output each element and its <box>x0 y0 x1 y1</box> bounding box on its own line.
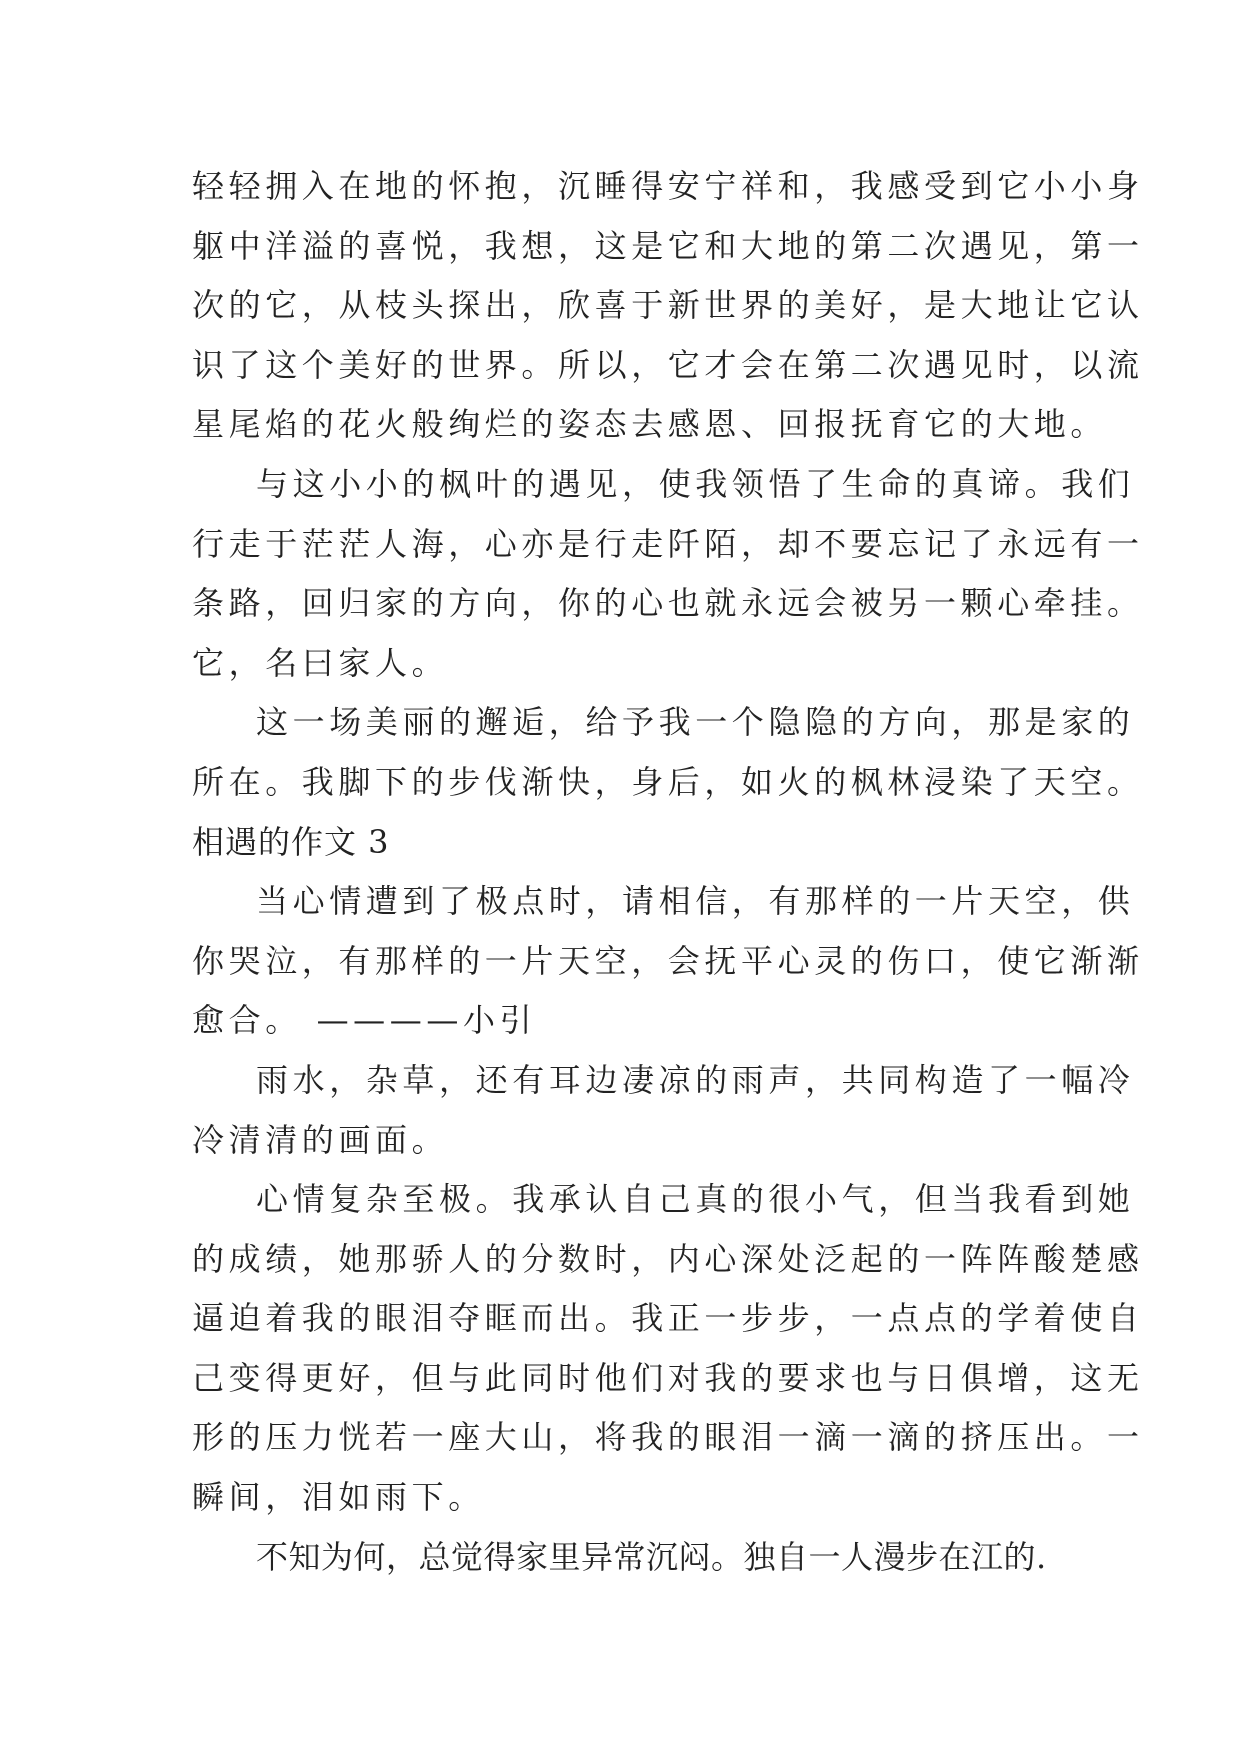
text-line-2: 躯中洋溢的喜悦，我想，这是它和大地的第二次遇见，第一 <box>192 226 1144 265</box>
text-line-10: 这一场美丽的邂逅，给予我一个隐隐的方向，那是家的 <box>256 703 1135 742</box>
text-line-13: 当心情遭到了极点时，请相信，有那样的一片天空，供 <box>256 882 1135 921</box>
text-line-20: 逼迫着我的眼泪夺眶而出。我正一步步，一点点的学着使自 <box>192 1299 1144 1338</box>
text-line-7: 行走于茫茫人海，心亦是行走阡陌，却不要忘记了永远有一 <box>192 524 1144 563</box>
text-line-5: 星尾焰的花火般绚烂的姿态去感恩、回报抚育它的大地。 <box>192 405 1108 444</box>
text-line-3: 次的它，从枝头探出，欣喜于新世界的美好，是大地让它认 <box>192 286 1144 325</box>
text-line-23: 瞬间，泪如雨下。 <box>192 1478 485 1517</box>
text-line-16: 雨水，杂草，还有耳边凄凉的雨声，共同构造了一幅冷 <box>256 1060 1135 1099</box>
text-line-4: 识了这个美好的世界。所以，它才会在第二次遇见时，以流 <box>192 345 1144 384</box>
text-line-18: 心情复杂至极。我承认自己真的很小气，但当我看到她 <box>256 1180 1135 1219</box>
text-line-9: 它，名曰家人。 <box>192 643 449 682</box>
text-line-17: 冷清清的画面。 <box>192 1120 449 1159</box>
text-line-19: 的成绩，她那骄人的分数时，内心深处泛起的一阵阵酸楚感 <box>192 1239 1144 1278</box>
text-line-1: 轻轻拥入在地的怀抱，沉睡得安宁祥和，我感受到它小小身 <box>192 167 1144 205</box>
text-line-15: 愈合。 ————小引 <box>192 1001 537 1040</box>
section-heading: 相遇的作文 3 <box>192 822 390 861</box>
text-line-21: 己变得更好，但与此同时他们对我的要求也与日俱增，这无 <box>192 1358 1144 1397</box>
text-line-22: 形的压力恍若一座大山，将我的眼泪一滴一滴的挤压出。一 <box>192 1418 1144 1457</box>
essay-body <box>192 157 1144 1587</box>
text-line-24: 不知为何，总觉得家里异常沉闷。独自一人漫步在江的. <box>256 1537 1047 1576</box>
text-line-6: 与这小小的枫叶的遇见，使我领悟了生命的真谛。我们 <box>256 464 1135 503</box>
text-line-8: 条路，回归家的方向，你的心也就永远会被另一颗心牵挂。 <box>192 584 1144 623</box>
text-line-14: 你哭泣，有那样的一片天空，会抚平心灵的伤口，使它渐渐 <box>192 941 1144 980</box>
text-line-11: 所在。我脚下的步伐渐快，身后，如火的枫林浸染了天空。 <box>192 762 1144 801</box>
